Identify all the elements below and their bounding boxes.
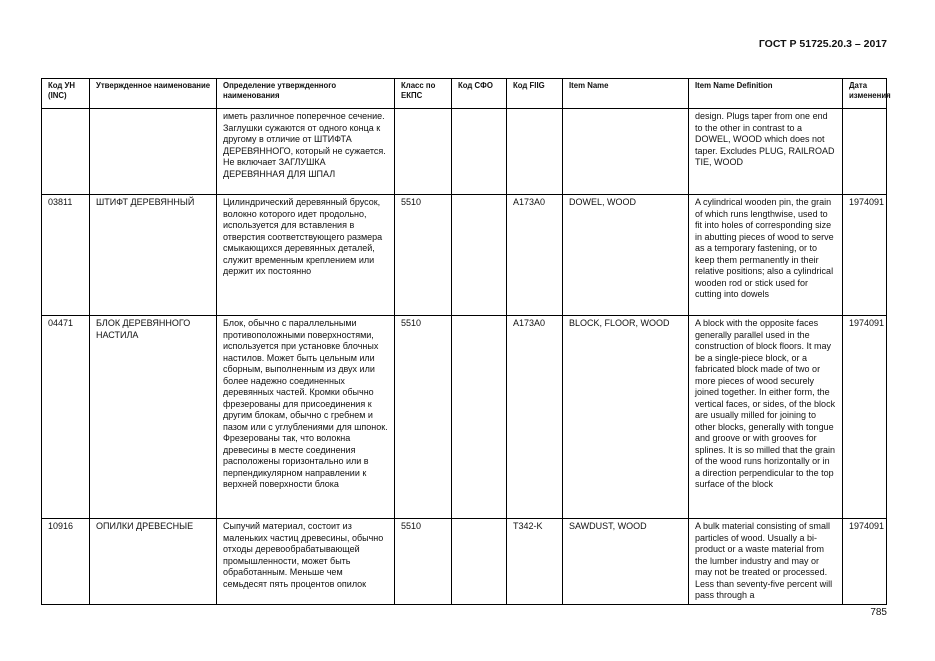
cell-sfo-code bbox=[452, 316, 507, 519]
header-definition: Определение утвержденного наименования bbox=[217, 79, 395, 109]
cell-approved-name: БЛОК ДЕРЕВЯННОГО НАСТИЛА bbox=[90, 316, 217, 519]
table-row bbox=[42, 519, 887, 605]
cell-approved-name: ОПИЛКИ ДРЕВЕСНЫЕ bbox=[90, 519, 217, 605]
cell-code bbox=[42, 109, 90, 195]
table-row bbox=[42, 316, 887, 519]
cell-change-date: 1974091 bbox=[843, 195, 887, 316]
table-header-row bbox=[42, 79, 887, 109]
cell-definition: Блок, обычно с параллельными противоположными поверхностями, используется при установке блочных настилов. Может быть цельным или сборным, выполненным из двух или более надежно соединенных деревянных частей. Кромки обычно фрезерованы для присоединения к другим блокам, обычно с гребнем и пазом или с углублениями для шпонок. Фрезерованы так, что волокна древесины в месте соединения расположены горизонтально или в перпендикулярном направлении к верхней поверхности блока bbox=[217, 316, 395, 519]
cell-change-date: 1974091 bbox=[843, 519, 887, 605]
header-code: Код УН (INC) bbox=[42, 79, 90, 109]
cell-fiig-code: A173A0 bbox=[507, 195, 563, 316]
header-fiig-code: Код FIIG bbox=[507, 79, 563, 109]
cell-item-name-definition: A bulk material consisting of small particles of wood. Usually a bi-product or a waste material from the lumber industry and may or may not be treated or processed. Less than seventy-five percent will pass through a bbox=[689, 519, 843, 605]
cell-approved-name bbox=[90, 109, 217, 195]
table-row bbox=[42, 109, 887, 195]
cell-fiig-code bbox=[507, 109, 563, 195]
header-ekps-class: Класс по ЕКПС bbox=[395, 79, 452, 109]
cell-change-date: 1974091 bbox=[843, 316, 887, 519]
header-approved-name: Утвержденное наименование bbox=[90, 79, 217, 109]
cell-ekps-class: 5510 bbox=[395, 316, 452, 519]
cell-approved-name: ШТИФТ ДЕРЕВЯННЫЙ bbox=[90, 195, 217, 316]
cell-item-name: SAWDUST, WOOD bbox=[563, 519, 689, 605]
cell-change-date bbox=[843, 109, 887, 195]
cell-sfo-code bbox=[452, 519, 507, 605]
cell-definition: иметь различное поперечное сечение. Заглушки сужаются от одного конца к другому в отличие от ШТИФТА ДЕРЕВЯННОГО, который не сужается. Не включает ЗАГЛУШКА ДЕРЕВЯННАЯ ДЛЯ ШПАЛ bbox=[217, 109, 395, 195]
header-item-name: Item Name bbox=[563, 79, 689, 109]
cell-ekps-class: 5510 bbox=[395, 195, 452, 316]
cell-fiig-code: T342-K bbox=[507, 519, 563, 605]
cell-ekps-class: 5510 bbox=[395, 519, 452, 605]
cell-item-name-definition: A cylindrical wooden pin, the grain of which runs lengthwise, used to fit into holes of corresponding size in abutting pieces of wood to serve as a temporary fastening, or to keep them permanently in their relative positions; also a cylindrical wooden rod or stick used for cutting into dowels bbox=[689, 195, 843, 316]
cell-code: 04471 bbox=[42, 316, 90, 519]
cell-item-name-definition: A block with the opposite faces generally parallel used in the construction of block floors. It may be a single-piece block, or a fabricated block made of two or more pieces of wood securely joined together. In either form, the vertical faces, or sides, of the block are usually milled for joining to other blocks, generally with tongue and groove or with grooves for splines. It is so milled that the grain of the wood runs horizontally or in a direction perpendicular to the top surface of the block bbox=[689, 316, 843, 519]
specification-table bbox=[41, 78, 891, 605]
header-item-name-definition: Item Name Definition bbox=[689, 79, 843, 109]
cell-definition: Цилиндрический деревянный брусок, волокно которого идет продольно, используется для вставления в отверстия соответствующего размера смыкающихся деревянных деталей, служит временным креплением или держит их постоянно bbox=[217, 195, 395, 316]
cell-sfo-code bbox=[452, 195, 507, 316]
cell-ekps-class bbox=[395, 109, 452, 195]
cell-item-name-definition: design. Plugs taper from one end to the other in contrast to a DOWEL, WOOD which does not taper. Excludes PLUG, RAILROAD TIE, WOOD bbox=[689, 109, 843, 195]
cell-fiig-code: A173A0 bbox=[507, 316, 563, 519]
header-sfo-code: Код СФО bbox=[452, 79, 507, 109]
cell-sfo-code bbox=[452, 109, 507, 195]
cell-definition: Сыпучий материал, состоит из маленьких частиц древесины, обычно отходы деревообрабатывающей промышленности, может быть обработанным. Меньше чем семьдесят пять процентов опилок bbox=[217, 519, 395, 605]
header-change-date: Дата изменения bbox=[843, 79, 887, 109]
cell-code: 10916 bbox=[42, 519, 90, 605]
cell-code: 03811 bbox=[42, 195, 90, 316]
table-row bbox=[42, 195, 887, 316]
document-standard-header: ГОСТ Р 51725.20.3 – 2017 bbox=[758, 38, 887, 50]
cell-item-name: BLOCK, FLOOR, WOOD bbox=[563, 316, 689, 519]
page-number: 785 bbox=[870, 607, 887, 618]
cell-item-name bbox=[563, 109, 689, 195]
cell-item-name: DOWEL, WOOD bbox=[563, 195, 689, 316]
